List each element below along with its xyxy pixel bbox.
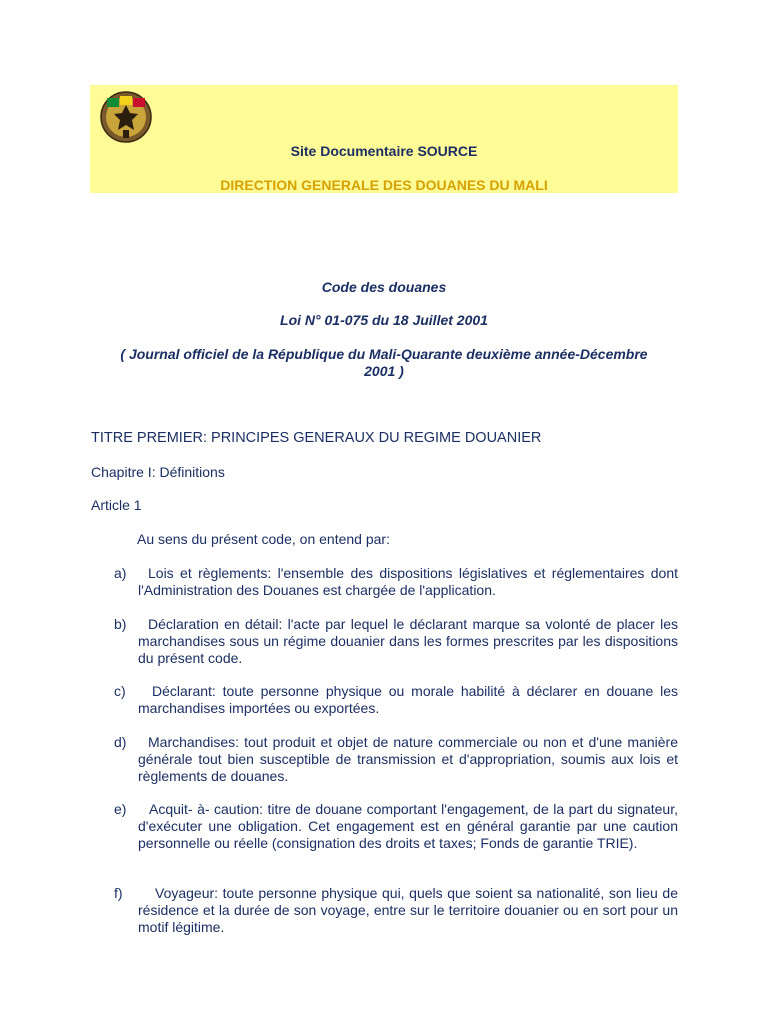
definition-item: [91, 801, 678, 852]
definition-item: [91, 683, 678, 717]
header-band: [90, 85, 678, 193]
definition-item: [91, 616, 678, 667]
loi-number: Loi N° 01-075 du 18 Juillet 2001: [280, 312, 488, 328]
definition-letter: f): [114, 885, 123, 901]
code-title: Code des douanes: [321, 279, 447, 295]
definition-text: Déclarant: toute personne physique ou morale habilité à déclarer en douane les marchandises importées ou exportées.: [138, 683, 678, 716]
journal-reference: [90, 346, 678, 380]
definition-text: Voyageur: toute personne physique qui, quels que soient sa nationalité, son lieu de résidence et la durée de son voyage, entre sur le territoire douanier ou en sort pour un motif légitime.: [138, 885, 678, 935]
definition-item: [91, 565, 678, 599]
definition-letter: d): [114, 734, 127, 750]
definition-text: Déclaration en détail: l'acte par lequel le déclarant marque sa volonté de placer les marchandises sous un régime douanier dans les formes prescrites par les dispositions du présent code.: [138, 616, 678, 666]
journal-line-2: 2001 ): [364, 363, 404, 379]
definition-text: Marchandises: tout produit et objet de nature commerciale ou non et d'une manière générale tout bien susceptible de transmission et d'appropriation, soumis aux lois et règlements de douanes.: [138, 734, 678, 784]
direction-title: DIRECTION GENERALE DES DOUANES DU MALI: [220, 177, 548, 193]
journal-line-1: ( Journal officiel de la République du Mali-Quarante deuxième année-Décembre: [120, 346, 648, 362]
chapitre-heading: Chapitre I: Définitions: [91, 464, 225, 480]
definition-letter: a): [114, 565, 127, 581]
definition-letter: c): [114, 683, 126, 699]
site-title: Site Documentaire SOURCE: [290, 143, 478, 159]
definition-text: Acquit- à- caution: titre de douane comportant l'engagement, de la part du signateur, d'exécuter une obligation. Cet engagement est en général garantie par une caution personnelle ou réelle (consignation des droits et taxes; Fonds de garantie TRIE).: [138, 801, 678, 851]
article-heading: Article 1: [91, 497, 142, 513]
customs-emblem-icon: [93, 90, 159, 144]
titre-heading: TITRE PREMIER: PRINCIPES GENERAUX DU REGIME DOUANIER: [91, 430, 542, 446]
definition-item: [91, 885, 678, 936]
definition-letter: b): [114, 616, 127, 632]
definition-item: [91, 734, 678, 785]
definition-text: Lois et règlements: l'ensemble des dispositions législatives et réglementaires dont l'Administration des Douanes est chargée de l'application.: [138, 565, 678, 598]
definition-letter: e): [114, 801, 127, 817]
article-intro: Au sens du présent code, on entend par:: [137, 531, 390, 547]
